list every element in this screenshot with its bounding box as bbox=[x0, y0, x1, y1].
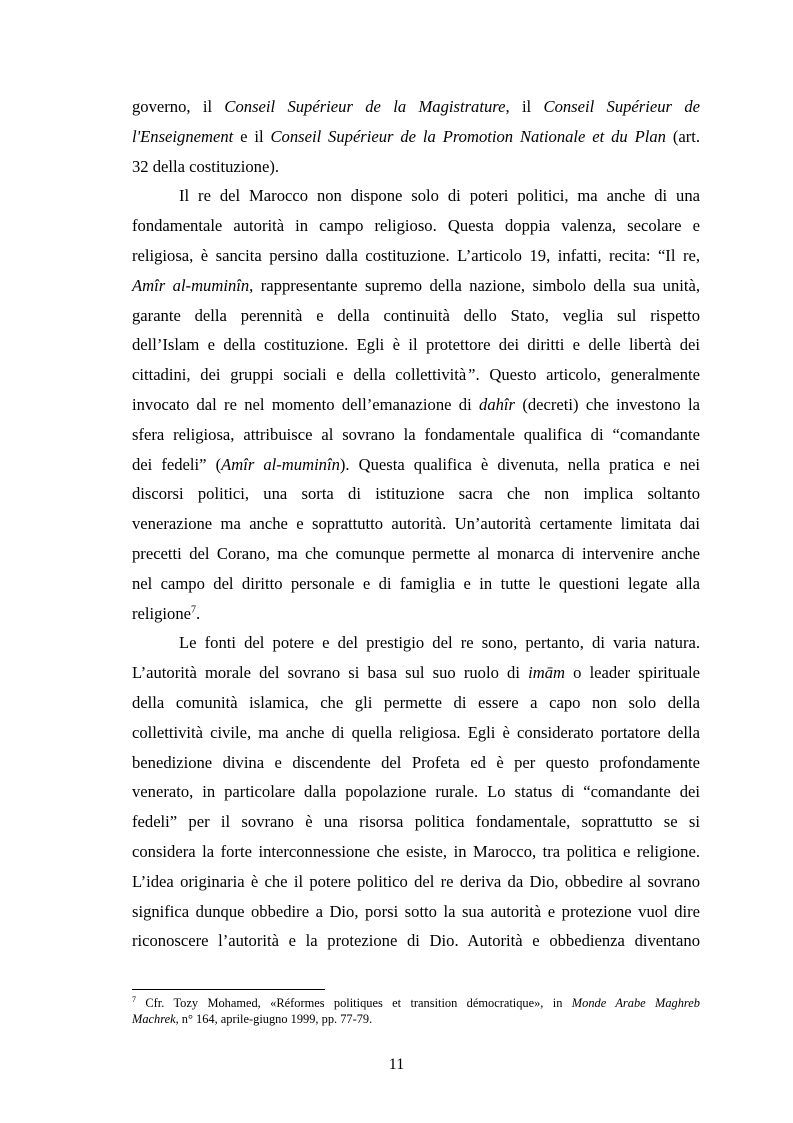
text-line bbox=[132, 599, 700, 629]
text-run: 32 della costituzione). bbox=[132, 156, 279, 176]
text-line bbox=[132, 897, 700, 927]
text-run: imām bbox=[528, 663, 565, 683]
text-line bbox=[132, 330, 700, 360]
text-line bbox=[132, 122, 700, 152]
text-run: cittadini, dei gruppi sociali e della collettività bbox=[132, 365, 467, 385]
text-run: garante della perennità e della continuità dello Stato, veglia sul rispetto bbox=[132, 305, 700, 325]
text-line bbox=[132, 718, 700, 748]
text-line bbox=[132, 807, 700, 837]
text-line bbox=[132, 658, 700, 688]
text-run: precetti del Corano, ma che comunque permette al monarca di intervenire anche bbox=[132, 543, 700, 563]
text-run: . Questo articolo, generalmente bbox=[475, 365, 700, 385]
footnote bbox=[132, 995, 700, 1027]
text-run: nel campo del diritto personale e di famiglia e in tutte le questioni legate alla bbox=[132, 573, 700, 593]
page-number: 11 bbox=[388, 1056, 405, 1073]
footnote-reference: 7 bbox=[190, 604, 196, 616]
text-run: Conseil Supérieur de la Magistrature bbox=[224, 97, 506, 116]
text-run: religiosa, è sancita persino dalla costituzione. L’articolo 19, infatti, recita: “Il re, bbox=[132, 245, 700, 265]
text-run: venerazione ma anche e soprattutto autorità. Un’autorità certamente limitata dai bbox=[132, 514, 700, 534]
text-run: della comunità islamica, che gli permette di essere a capo non solo della bbox=[132, 692, 700, 712]
paragraph bbox=[132, 181, 700, 628]
text-line bbox=[132, 271, 700, 301]
text-run: L’idea originaria è che il potere politico del re deriva da Dio, obbedire al sovrano bbox=[132, 871, 700, 891]
text-run: ). Questa qualifica è divenuta, nella pratica e nei bbox=[339, 454, 700, 474]
text-line bbox=[132, 450, 700, 480]
text-run: e il bbox=[233, 126, 271, 146]
text-run: fondamentale autorità in campo religioso. Questa doppia valenza, secolare e bbox=[132, 216, 700, 236]
paragraph bbox=[132, 92, 700, 181]
text-line bbox=[132, 390, 700, 420]
text-line bbox=[132, 211, 700, 241]
text-run: significa dunque obbedire a Dio, porsi sotto la sua autorità e protezione vuol dire bbox=[132, 901, 700, 921]
text-run: Monde Arabe Maghreb bbox=[571, 996, 700, 1010]
text-run: governo, il bbox=[132, 97, 225, 116]
text-run: dei fedeli” ( bbox=[132, 454, 222, 474]
text-run: fedeli” per il sovrano è una risorsa politica fondamentale, soprattutto se si bbox=[132, 812, 700, 832]
text-run: l'Enseignement bbox=[132, 126, 234, 146]
text-run: religione bbox=[132, 603, 191, 623]
text-run: riconoscere l’autorità e la protezione di Dio. Autorità e obbedienza diventano bbox=[132, 931, 700, 951]
text-run: Machrek, bbox=[132, 1012, 179, 1026]
text-line bbox=[132, 539, 700, 569]
text-line bbox=[132, 837, 700, 867]
footnote-line bbox=[132, 995, 700, 1011]
footnote-line bbox=[132, 1011, 700, 1027]
text-run: dell’Islam e della costituzione. Egli è il protettore dei diritti e delle libertà dei bbox=[132, 335, 700, 355]
text-line bbox=[132, 181, 700, 211]
text-run: invocato dal re nel momento dell’emanazione di bbox=[132, 394, 480, 414]
text-run: (decreti) che investono la bbox=[515, 394, 700, 414]
text-run: considera la forte interconnessione che esiste, in Marocco, tra politica e religione. bbox=[132, 841, 700, 861]
paragraph bbox=[132, 628, 700, 956]
text-run: discorsi politici, una sorta di istituzione sacra che non implica soltanto bbox=[132, 484, 700, 504]
text-line bbox=[132, 748, 700, 778]
text-line bbox=[132, 479, 700, 509]
text-run: Amîr al-muminîn bbox=[132, 275, 250, 295]
text-run: , rappresentante supremo della nazione, simbolo della sua unità, bbox=[249, 275, 700, 295]
text-line bbox=[132, 92, 700, 122]
text-run: Conseil Supérieur de la Promotion Nationale et du Plan bbox=[270, 126, 666, 146]
text-run: . bbox=[195, 603, 201, 623]
footnote-mark: 7 bbox=[132, 994, 136, 1004]
text-line bbox=[132, 420, 700, 450]
main-text bbox=[132, 92, 700, 956]
text-line bbox=[132, 777, 700, 807]
text-line bbox=[132, 360, 700, 390]
text-line bbox=[132, 509, 700, 539]
text-line bbox=[132, 628, 700, 658]
text-run: Il re del Marocco non dispone solo di poteri politici, ma anche di una bbox=[179, 186, 700, 206]
text-line bbox=[132, 241, 700, 271]
text-line bbox=[132, 926, 700, 956]
text-run: venerato, in particolare dalla popolazione rurale. Lo status di “comandante dei bbox=[132, 782, 700, 802]
text-run: L’autorità morale del sovrano si basa sul suo ruolo di bbox=[132, 663, 529, 683]
text-line bbox=[132, 867, 700, 897]
text-line bbox=[132, 569, 700, 599]
text-run: Conseil Supérieur de bbox=[543, 97, 700, 116]
text-run: benedizione divina e discendente del Profeta ed è per questo profondamente bbox=[132, 752, 700, 772]
text-run: dahîr bbox=[479, 394, 515, 414]
text-run: n° 164, aprile-giugno 1999, pp. 77-79. bbox=[178, 1012, 373, 1026]
text-run: , il bbox=[505, 97, 544, 116]
text-run: Cfr. Tozy Mohamed, «Réformes politiques et transition démocratique», in bbox=[136, 996, 572, 1010]
text-run: collettività civile, ma anche di quella religiosa. Egli è considerato portatore della bbox=[132, 722, 700, 742]
text-run: sfera religiosa, attribuisce al sovrano la fondamentale qualifica di “comandante bbox=[132, 424, 700, 444]
text-line bbox=[132, 688, 700, 718]
footnote-separator bbox=[132, 989, 325, 990]
text-run: ” bbox=[466, 365, 476, 385]
text-line bbox=[132, 301, 700, 331]
text-line bbox=[132, 152, 700, 182]
text-run: Amîr al-muminîn bbox=[221, 454, 340, 474]
text-run: Le fonti del potere e del prestigio del re sono, pertanto, di varia natura. bbox=[179, 633, 700, 653]
text-run: o leader spirituale bbox=[564, 663, 700, 683]
text-run: (art. bbox=[665, 126, 700, 146]
